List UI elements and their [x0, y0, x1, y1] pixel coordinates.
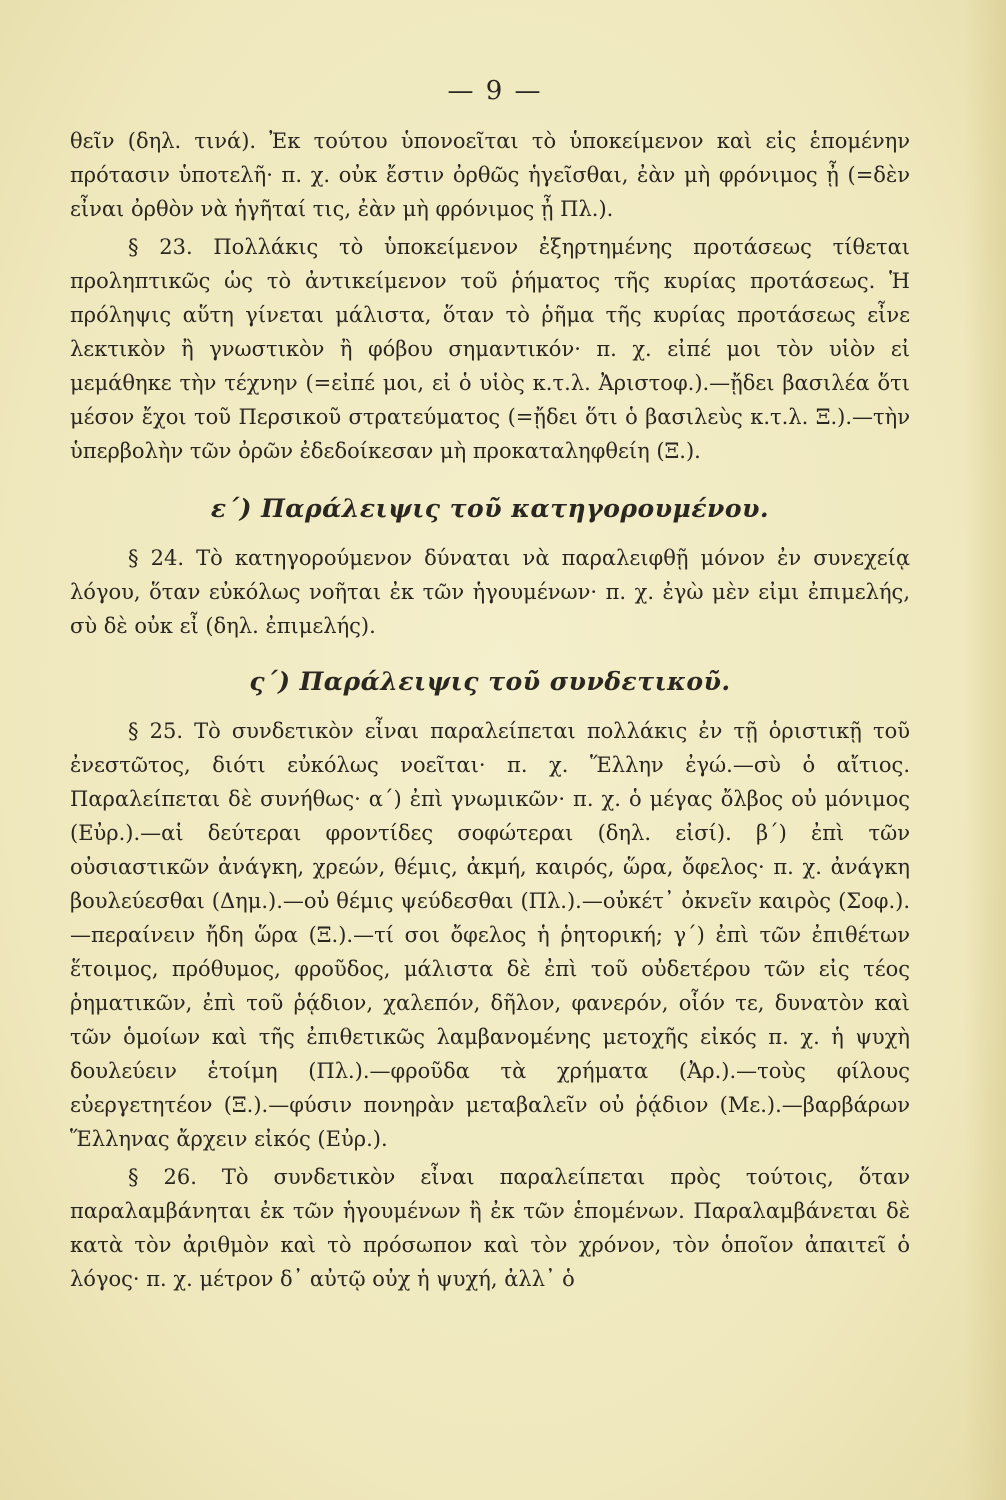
paragraph-section-23: § 23. Πολλάκις τὸ ὑποκείμενον ἐξηρτημένης προτάσεως τίθεται προληπτικῶς ὡς τὸ ἀντικείμενον τοῦ ῥήματος τῆς κυρίας προτάσεως. Ἡ πρόληψις αὕτη γίνεται μάλιστα, ὅταν τὸ ῥῆμα τῆς κυρίας προτάσεως εἶνε λεκτικὸν ἢ γνωστικὸν ἢ φόβου σημαντικόν· π. χ. εἰπέ μοι τὸν υἱὸν εἰ μεμάθηκε τὴν τέχνην (=εἰπέ μοι, εἰ ὁ υἱὸς κ.τ.λ. Ἀριστοφ.).—ᾔδει βασιλέα ὅτι μέσον ἔχοι τοῦ Περσικοῦ στρατεύματος (=ᾔδει ὅτι ὁ βασιλεὺς κ.τ.λ. Ξ.).—τὴν ὑπερβολὴν τῶν ὀρῶν ἐδεδοίκεσαν μὴ προκαταληφθείη (Ξ.).: [70, 235, 910, 463]
paragraph-intro: θεῖν (δηλ. τινά). Ἐκ τούτου ὑπονοεῖται τὸ ὑποκείμενον καὶ εἰς ἑπομένην πρότασιν ὑποτελῆ· π. χ. οὐκ ἔστιν ὀρθῶς ἡγεῖσθαι, ἐὰν μὴ φρόνιμος ᾖ (=δὲν εἶναι ὀρθὸν νὰ ἡγῆταί τις, ἐὰν μὴ φρόνιμος ᾖ Πλ.).: [70, 129, 910, 221]
page-number: — 9 —: [447, 76, 543, 106]
section-heading-copula-omission: ς΄) Παράλειψις τοῦ συνδετικοῦ.: [249, 667, 731, 696]
paragraph-section-26: § 26. Τὸ συνδετικὸν εἶναι παραλείπεται πρὸς τούτοις, ὅταν παραλαμβάνηται ἐκ τῶν ἡγουμένων ἢ ἐκ τῶν ἑπομένων. Παραλαμβάνεται δὲ κατὰ τὸν ἀριθμὸν καὶ τὸ πρόσωπον καὶ τὸν χρόνον, τὸν ὁποῖον ἀπαιτεῖ ὁ λόγος· π. χ. μέτρον δ᾽ αὐτῷ οὐχ ἡ ψυχή, ἀλλ᾽ ὁ: [70, 1165, 910, 1291]
paragraph-section-24: § 24. Τὸ κατηγορούμενον δύναται νὰ παραλειφθῇ μόνον ἐν συνεχείᾳ λόγου, ὅταν εὐκόλως νοῆται ἐκ τῶν ἡγουμένων· π. χ. ἐγὼ μὲν εἰμι ἐπιμελής, σὺ δὲ οὐκ εἶ (δηλ. ἐπιμελής).: [70, 546, 910, 638]
page-edge-shadow: [964, 0, 1006, 1500]
page-content: [70, 124, 910, 1300]
section-heading-predicate-omission: ε΄) Παράλειψις τοῦ κατηγορουμένου.: [210, 494, 770, 523]
paragraph-section-25: § 25. Τὸ συνδετικὸν εἶναι παραλείπεται πολλάκις ἐν τῇ ὁριστικῇ τοῦ ἐνεστῶτος, διότι εὐκόλως νοεῖται· π. χ. Ἕλλην ἐγώ.—σὺ ὁ αἴτιος. Παραλείπεται δὲ συνήθως· α΄) ἐπὶ γνωμικῶν· π. χ. ὁ μέγας ὄλβος οὐ μόνιμος (Εὐρ.).—αἱ δεύτεραι φροντίδες σοφώτεραι (δηλ. εἰσί). β΄) ἐπὶ τῶν οὐσιαστικῶν ἀνάγκη, χρεών, θέμις, ἀκμή, καιρός, ὥρα, ὄφελος· π. χ. ἀνάγκη βουλεύεσθαι (Δημ.).—οὐ θέμις ψεύδεσθαι (Πλ.).—οὐκέτ᾽ ὀκνεῖν καιρὸς (Σοφ.).—περαίνειν ἤδη ὥρα (Ξ.).—τί σοι ὄφελος ἡ ῥητορική; γ΄) ἐπὶ τῶν ἐπιθέτων ἕτοιμος, πρόθυμος, φροῦδος, μάλιστα δὲ ἐπὶ τοῦ οὐδετέρου τῶν εἰς τέος ῥηματικῶν, ἐπὶ τοῦ ῥᾴδιον, χαλεπόν, δῆλον, φανερόν, οἷόν τε, δυνατὸν καὶ τῶν ὁμοίων καὶ τῆς ἐπιθετικῶς λαμβανομένης μετοχῆς εἰκός π. χ. ἡ ψυχὴ δουλεύειν ἑτοίμη (Πλ.).—φροῦδα τὰ χρήματα (Ἀρ.).—τοὺς φίλους εὐεργετητέον (Ξ.).—φύσιν πονηρὰν μεταβαλεῖν οὐ ῥᾴδιον (Με.).—βαρβάρων Ἕλληνας ἄρχειν εἰκός (Εὐρ.).: [70, 719, 910, 1151]
